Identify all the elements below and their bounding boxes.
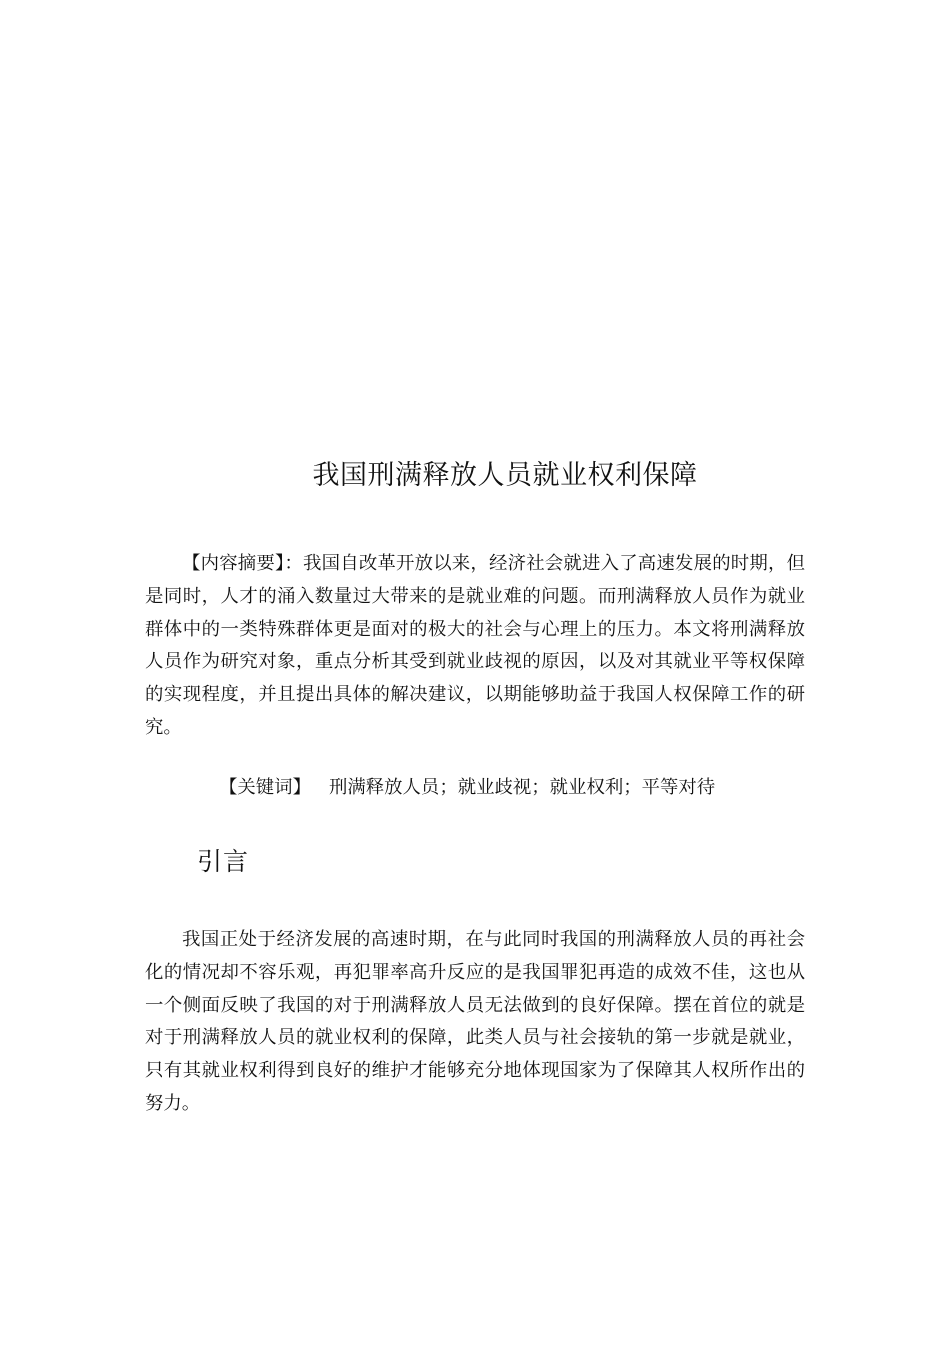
introduction-paragraph: 我国正处于经济发展的高速时期，在与此同时我国的刑满释放人员的再社会化的情况却不容乐观，再犯罪率高升反应的是我国罪犯再造的成效不佳，这也从一个侧面反映了我国的对于刑满释放人员无法做到的良好保障。摆在首位的就是对于刑满释放人员的就业权利的保障，此类人员与社会接轨的第一步就是就业，只有其就业权利得到良好的维护才能够充分地体现国家为了保障其人权所作出的努力。	[145, 929, 805, 1114]
keywords-label: 【关键词】	[219, 777, 311, 798]
document-title: 我国刑满释放人员就业权利保障	[312, 460, 698, 491]
keywords-paragraph	[145, 772, 805, 805]
abstract-paragraph	[145, 548, 805, 745]
abstract-section	[145, 548, 805, 745]
keywords-text: 刑满释放人员；就业歧视；就业权利；平等对待	[328, 777, 716, 798]
introduction-section	[145, 924, 805, 1121]
introduction-heading: 引言	[197, 847, 250, 876]
keywords-section	[145, 772, 805, 805]
abstract-separator: ：	[284, 553, 304, 574]
abstract-label: 【内容摘要】	[182, 553, 285, 574]
abstract-text: 我国自改革开放以来，经济社会就进入了高速发展的时期，但是同时，人才的涌入数量过大带来的是就业难的问题。而刑满释放人员作为就业群体中的一类特殊群体更是面对的极大的社会与心理上的压力。本文将刑满释放人员作为研究对象，重点分析其受到就业歧视的原因，以及对其就业平等权保障的实现程度，并且提出具体的解决建议，以期能够助益于我国人权保障工作的研究。	[145, 553, 805, 738]
